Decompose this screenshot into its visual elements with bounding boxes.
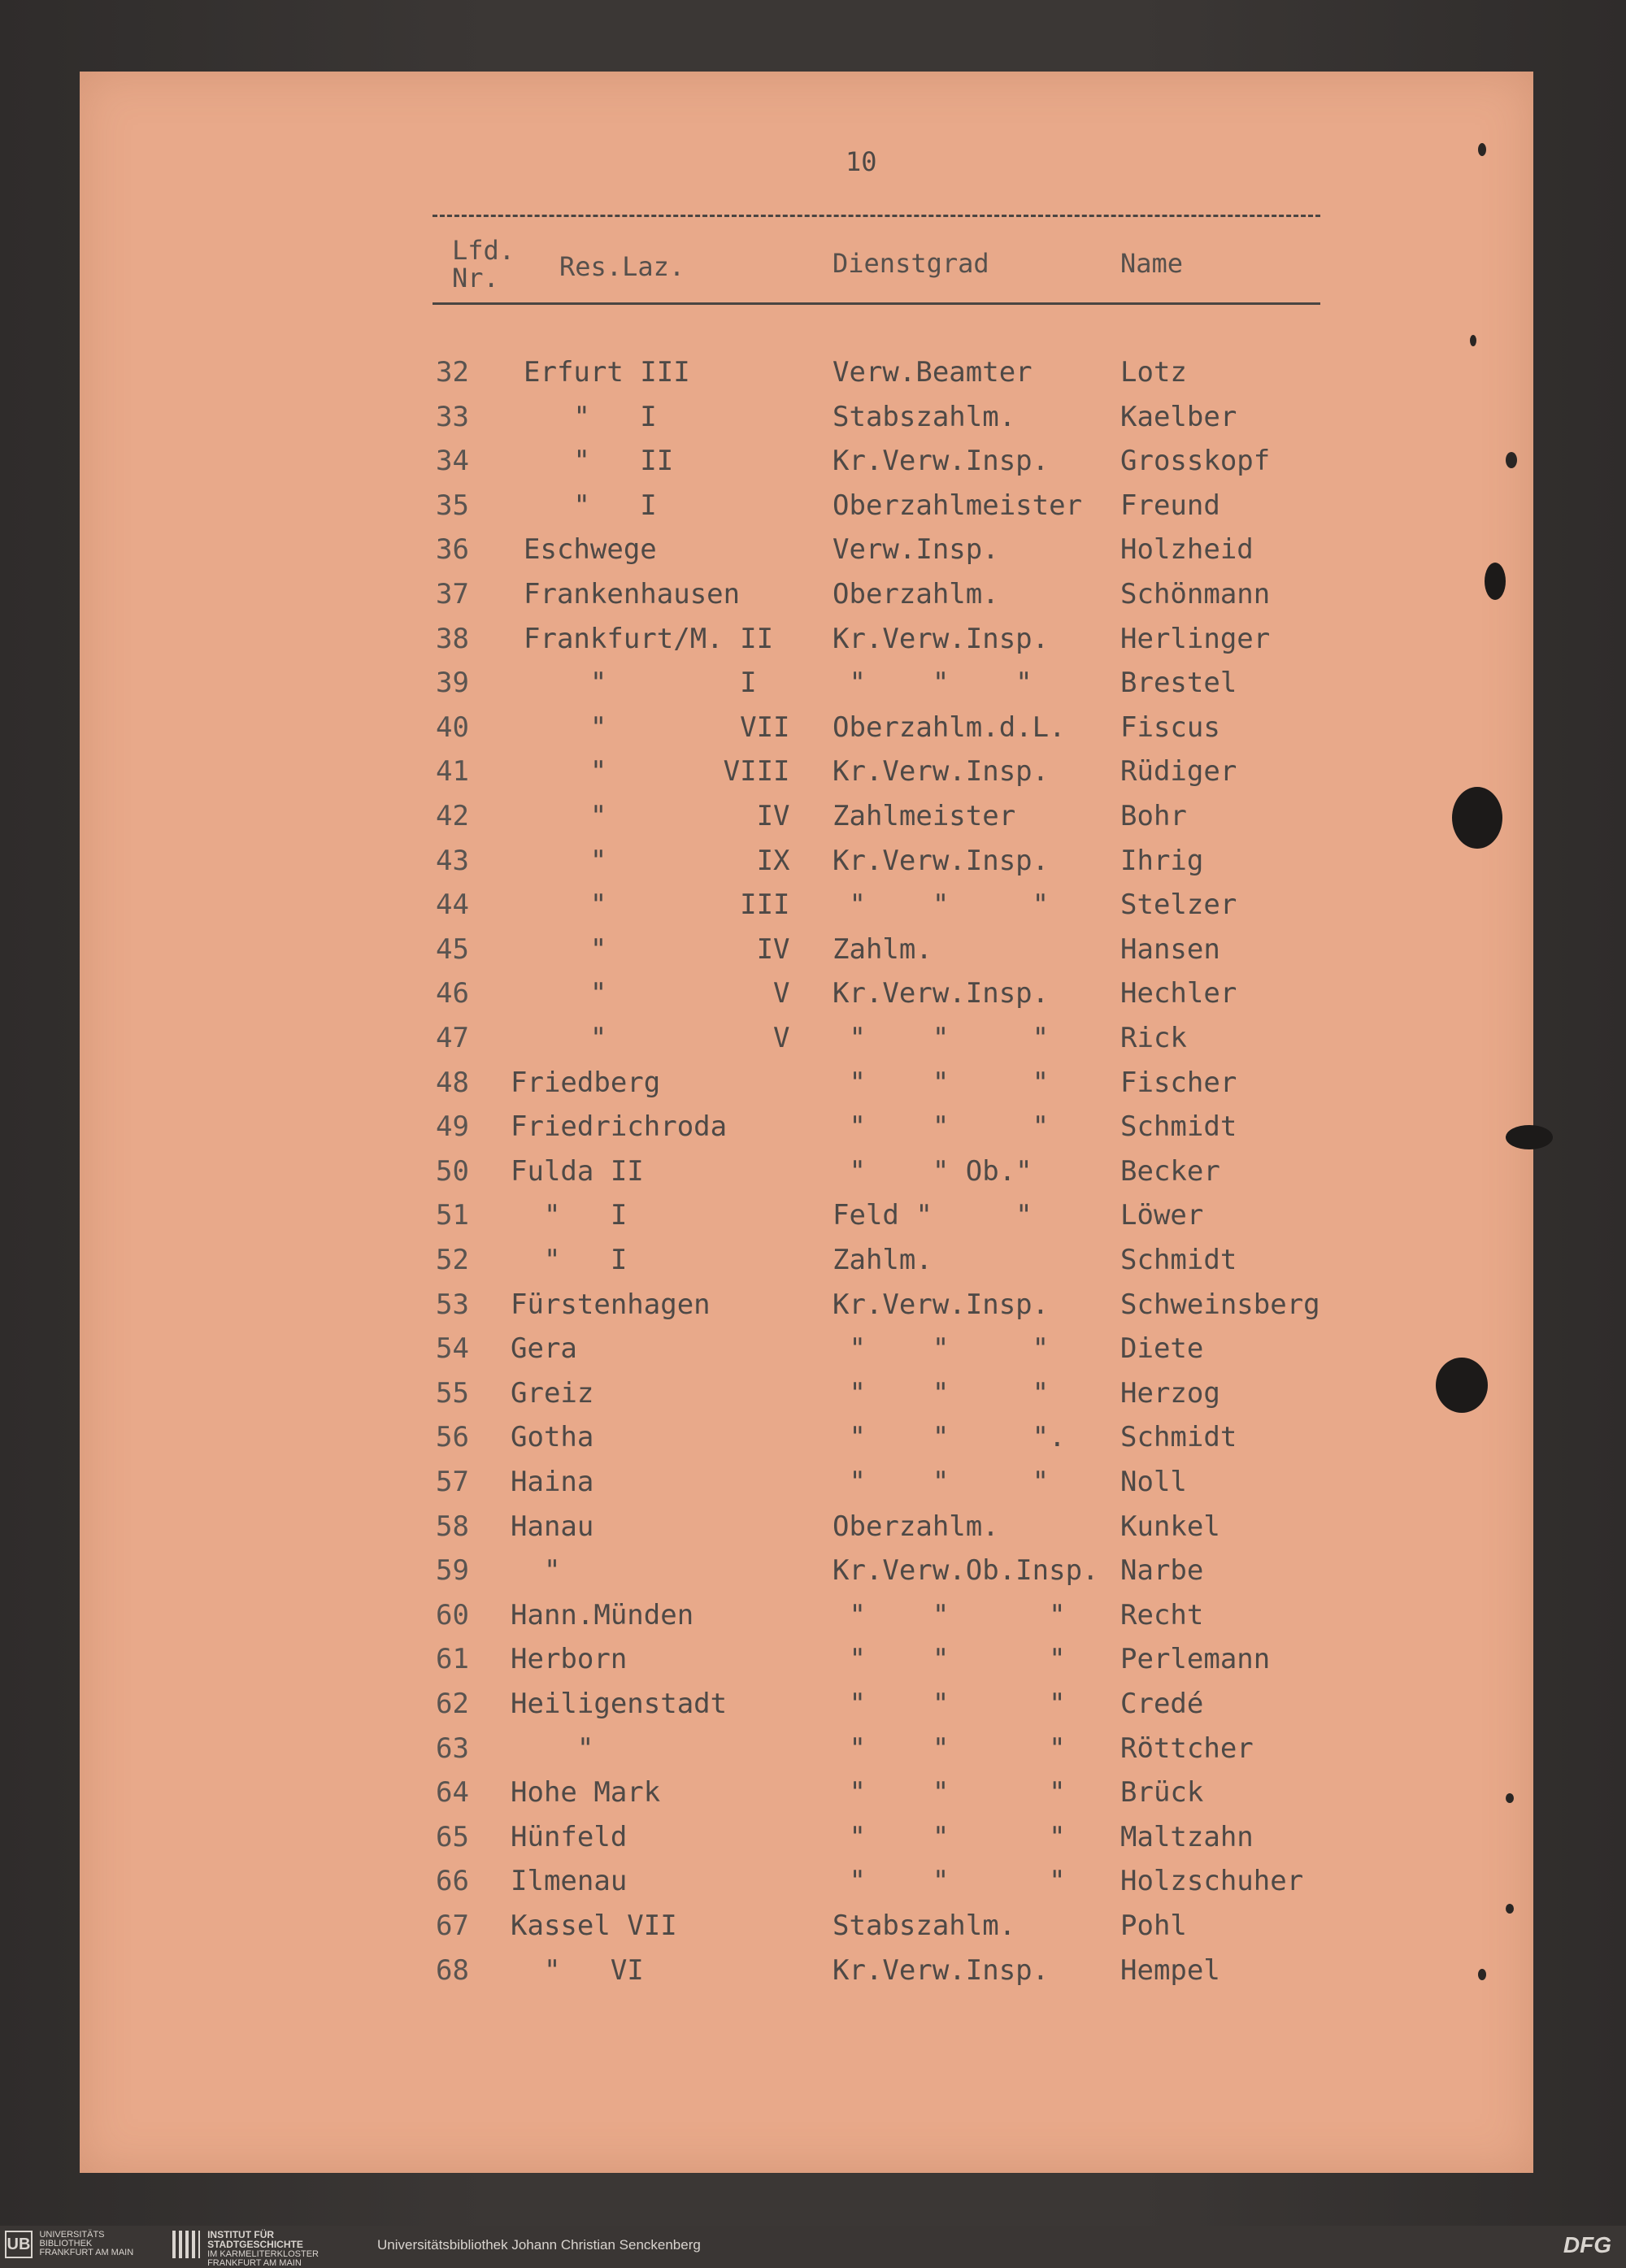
row-res-laz: " <box>511 1732 594 1765</box>
header-rule-top <box>433 215 1320 217</box>
institut-bars-icon <box>172 2231 200 2258</box>
row-dienstgrad: Kr.Verw.Ob.Insp. <box>833 1554 1099 1587</box>
row-res-laz: Frankfurt/M. II <box>524 623 774 655</box>
row-dienstgrad: " " " <box>833 1110 1050 1143</box>
row-number: 61 <box>436 1643 469 1675</box>
punch-hole <box>1436 1358 1488 1413</box>
row-dienstgrad: " " " <box>833 1776 1066 1809</box>
row-name: Noll <box>1120 1466 1187 1498</box>
row-name: Herzog <box>1120 1377 1220 1410</box>
row-dienstgrad: Feld " " <box>833 1199 1033 1232</box>
row-number: 51 <box>436 1199 469 1232</box>
row-res-laz: Herborn <box>511 1643 628 1675</box>
row-number: 44 <box>436 889 469 921</box>
row-res-laz: " <box>511 1554 561 1587</box>
row-name: Schmidt <box>1120 1421 1237 1453</box>
row-res-laz: " IV <box>524 800 790 832</box>
row-number: 58 <box>436 1510 469 1543</box>
row-dienstgrad: " " " <box>833 1332 1050 1365</box>
row-number: 41 <box>436 755 469 788</box>
row-res-laz: Friedberg <box>511 1067 661 1099</box>
row-dienstgrad: Stabszahlm. <box>833 1910 1016 1942</box>
row-dienstgrad: Oberzahlm. <box>833 1510 999 1543</box>
row-res-laz: Erfurt III <box>524 356 690 389</box>
row-name: Fischer <box>1120 1067 1237 1099</box>
inst-line3: IM KARMELITERKLOSTER <box>207 2249 319 2259</box>
row-name: Perlemann <box>1120 1643 1271 1675</box>
row-dienstgrad: Verw.Insp. <box>833 533 999 566</box>
row-number: 32 <box>436 356 469 389</box>
row-name: Lotz <box>1120 356 1187 389</box>
ub-line1: UNIVERSITÄTS <box>39 2230 105 2240</box>
paper-speck <box>1506 1793 1514 1803</box>
row-dienstgrad: Kr.Verw.Insp. <box>833 445 1050 477</box>
row-res-laz: " I <box>524 667 757 699</box>
ub-line2: BIBLIOTHEK <box>39 2239 93 2248</box>
punch-hole <box>1506 1125 1553 1149</box>
header-name: Name <box>1120 248 1184 279</box>
paper-speck <box>1470 335 1476 346</box>
row-res-laz: " V <box>524 1022 790 1054</box>
row-dienstgrad: " " " <box>833 1865 1066 1897</box>
row-number: 66 <box>436 1865 469 1897</box>
row-res-laz: " VIII <box>524 755 790 788</box>
row-name: Röttcher <box>1120 1732 1254 1765</box>
row-dienstgrad: Kr.Verw.Insp. <box>833 755 1050 788</box>
row-res-laz: " I <box>524 489 657 522</box>
institut-text <box>207 2231 319 2268</box>
row-number: 60 <box>436 1599 469 1631</box>
row-name: Ihrig <box>1120 845 1204 877</box>
library-name: Universitätsbibliothek Johann Christian Senckenberg <box>377 2237 701 2253</box>
row-number: 45 <box>436 933 469 966</box>
row-number: 65 <box>436 1821 469 1853</box>
row-name: Schönmann <box>1120 578 1271 610</box>
row-name: Löwer <box>1120 1199 1204 1232</box>
institut-logo <box>172 2229 367 2268</box>
row-dienstgrad: Stabszahlm. <box>833 401 1016 433</box>
row-res-laz: Hünfeld <box>511 1821 628 1853</box>
page-number: 10 <box>846 146 877 177</box>
row-number: 68 <box>436 1954 469 1987</box>
document-page <box>80 72 1533 2173</box>
row-number: 55 <box>436 1377 469 1410</box>
row-name: Schweinsberg <box>1120 1288 1320 1321</box>
row-number: 54 <box>436 1332 469 1365</box>
row-res-laz: Ilmenau <box>511 1865 628 1897</box>
row-number: 52 <box>436 1244 469 1276</box>
paper-speck <box>1478 1969 1486 1980</box>
row-res-laz: " VII <box>524 711 790 744</box>
row-name: Hechler <box>1120 977 1237 1010</box>
row-number: 63 <box>436 1732 469 1765</box>
row-dienstgrad: Oberzahlm. <box>833 578 999 610</box>
header-res-laz: Res.Laz. <box>559 251 685 282</box>
row-name: Brück <box>1120 1776 1204 1809</box>
row-number: 47 <box>436 1022 469 1054</box>
row-res-laz: " V <box>524 977 790 1010</box>
row-name: Herlinger <box>1120 623 1271 655</box>
row-number: 53 <box>436 1288 469 1321</box>
row-res-laz: Frankenhausen <box>524 578 741 610</box>
row-res-laz: " II <box>524 445 674 477</box>
row-name: Diete <box>1120 1332 1204 1365</box>
row-res-laz: Hann.Münden <box>511 1599 694 1631</box>
ub-line3: FRANKFURT AM MAIN <box>39 2248 134 2257</box>
row-res-laz: " I <box>511 1244 628 1276</box>
punch-hole <box>1485 563 1506 600</box>
row-number: 40 <box>436 711 469 744</box>
row-number: 49 <box>436 1110 469 1143</box>
inst-line1: INSTITUT FÜR <box>207 2229 275 2240</box>
row-dienstgrad: Kr.Verw.Insp. <box>833 1288 1050 1321</box>
row-dienstgrad: " " " <box>833 1643 1066 1675</box>
row-res-laz: " IV <box>524 933 790 966</box>
header-rule-bottom <box>433 302 1320 305</box>
row-number: 43 <box>436 845 469 877</box>
row-name: Becker <box>1120 1155 1220 1188</box>
row-number: 62 <box>436 1688 469 1720</box>
row-name: Rick <box>1120 1022 1187 1054</box>
row-name: Maltzahn <box>1120 1821 1254 1853</box>
row-dienstgrad: " " " <box>833 1688 1066 1720</box>
inst-line4: FRANKFURT AM MAIN <box>207 2258 302 2268</box>
row-name: Recht <box>1120 1599 1204 1631</box>
header-lfd-line1: Lfd. <box>452 235 515 266</box>
row-dienstgrad: " " " <box>833 1599 1066 1631</box>
row-res-laz: " VI <box>511 1954 644 1987</box>
row-number: 67 <box>436 1910 469 1942</box>
row-number: 56 <box>436 1421 469 1453</box>
row-dienstgrad: " " " <box>833 1022 1050 1054</box>
row-name: Narbe <box>1120 1554 1204 1587</box>
row-dienstgrad: " " " <box>833 889 1050 921</box>
ub-mark: UB <box>5 2231 33 2258</box>
header-lfd-line2: Nr. <box>452 263 499 293</box>
row-number: 35 <box>436 489 469 522</box>
row-dienstgrad: " " " <box>833 1377 1050 1410</box>
row-dienstgrad: Oberzahlm.d.L. <box>833 711 1066 744</box>
row-res-laz: Hanau <box>511 1510 594 1543</box>
header-lfd <box>452 234 515 294</box>
row-dienstgrad: Zahlm. <box>833 933 933 966</box>
row-name: Credé <box>1120 1688 1204 1720</box>
row-name: Kunkel <box>1120 1510 1220 1543</box>
row-res-laz: Eschwege <box>524 533 657 566</box>
row-res-laz: " I <box>524 401 657 433</box>
row-name: Bohr <box>1120 800 1187 832</box>
row-name: Stelzer <box>1120 889 1237 921</box>
row-name: Schmidt <box>1120 1110 1237 1143</box>
row-res-laz: Friedrichroda <box>511 1110 728 1143</box>
row-name: Rüdiger <box>1120 755 1237 788</box>
row-dienstgrad: " " " <box>833 667 1033 699</box>
ub-logo <box>5 2231 167 2258</box>
row-dienstgrad: Verw.Beamter <box>833 356 1033 389</box>
row-name: Kaelber <box>1120 401 1237 433</box>
row-dienstgrad: Kr.Verw.Insp. <box>833 1954 1050 1987</box>
row-name: Holzheid <box>1120 533 1254 566</box>
row-dienstgrad: " " " <box>833 1466 1050 1498</box>
row-res-laz: " IX <box>524 845 790 877</box>
row-name: Hempel <box>1120 1954 1220 1987</box>
row-number: 37 <box>436 578 469 610</box>
row-res-laz: Greiz <box>511 1377 594 1410</box>
row-number: 33 <box>436 401 469 433</box>
row-name: Brestel <box>1120 667 1237 699</box>
row-res-laz: Heiligenstadt <box>511 1688 728 1720</box>
row-number: 39 <box>436 667 469 699</box>
header-dienstgrad: Dienstgrad <box>833 248 989 279</box>
row-dienstgrad: Kr.Verw.Insp. <box>833 623 1050 655</box>
paper-speck <box>1506 452 1517 468</box>
punch-hole <box>1452 787 1502 849</box>
row-number: 38 <box>436 623 469 655</box>
row-number: 36 <box>436 533 469 566</box>
row-res-laz: Kassel VII <box>511 1910 677 1942</box>
row-number: 64 <box>436 1776 469 1809</box>
row-res-laz: " I <box>511 1199 628 1232</box>
row-number: 57 <box>436 1466 469 1498</box>
row-res-laz: Fulda II <box>511 1155 644 1188</box>
row-res-laz: Hohe Mark <box>511 1776 661 1809</box>
row-dienstgrad: " " " <box>833 1067 1050 1099</box>
row-name: Grosskopf <box>1120 445 1271 477</box>
row-res-laz: Gera <box>511 1332 577 1365</box>
row-res-laz: " III <box>524 889 790 921</box>
row-dienstgrad: Zahlm. <box>833 1244 933 1276</box>
row-dienstgrad: Kr.Verw.Insp. <box>833 977 1050 1010</box>
row-number: 50 <box>436 1155 469 1188</box>
row-res-laz: Haina <box>511 1466 594 1498</box>
row-dienstgrad: " " ". <box>833 1421 1066 1453</box>
row-dienstgrad: Oberzahlmeister <box>833 489 1083 522</box>
row-number: 46 <box>436 977 469 1010</box>
inst-line2: STADTGESCHICHTE <box>207 2239 303 2250</box>
paper-speck <box>1478 143 1486 156</box>
row-name: Pohl <box>1120 1910 1187 1942</box>
row-number: 59 <box>436 1554 469 1587</box>
row-res-laz: Gotha <box>511 1421 594 1453</box>
row-name: Schmidt <box>1120 1244 1237 1276</box>
ub-text <box>39 2231 133 2257</box>
row-dienstgrad: " " " <box>833 1821 1066 1853</box>
dfg-logo: DFG <box>1563 2232 1611 2257</box>
paper-speck <box>1506 1904 1514 1914</box>
footer-bar <box>0 2226 1626 2268</box>
row-name: Holzschuher <box>1120 1865 1304 1897</box>
row-res-laz: Fürstenhagen <box>511 1288 711 1321</box>
row-dienstgrad: Kr.Verw.Insp. <box>833 845 1050 877</box>
row-number: 34 <box>436 445 469 477</box>
row-dienstgrad: " " " <box>833 1732 1066 1765</box>
row-name: Freund <box>1120 489 1220 522</box>
row-number: 48 <box>436 1067 469 1099</box>
row-name: Fiscus <box>1120 711 1220 744</box>
row-number: 42 <box>436 800 469 832</box>
row-dienstgrad: Zahlmeister <box>833 800 1016 832</box>
row-dienstgrad: " " Ob." <box>833 1155 1033 1188</box>
row-name: Hansen <box>1120 933 1220 966</box>
